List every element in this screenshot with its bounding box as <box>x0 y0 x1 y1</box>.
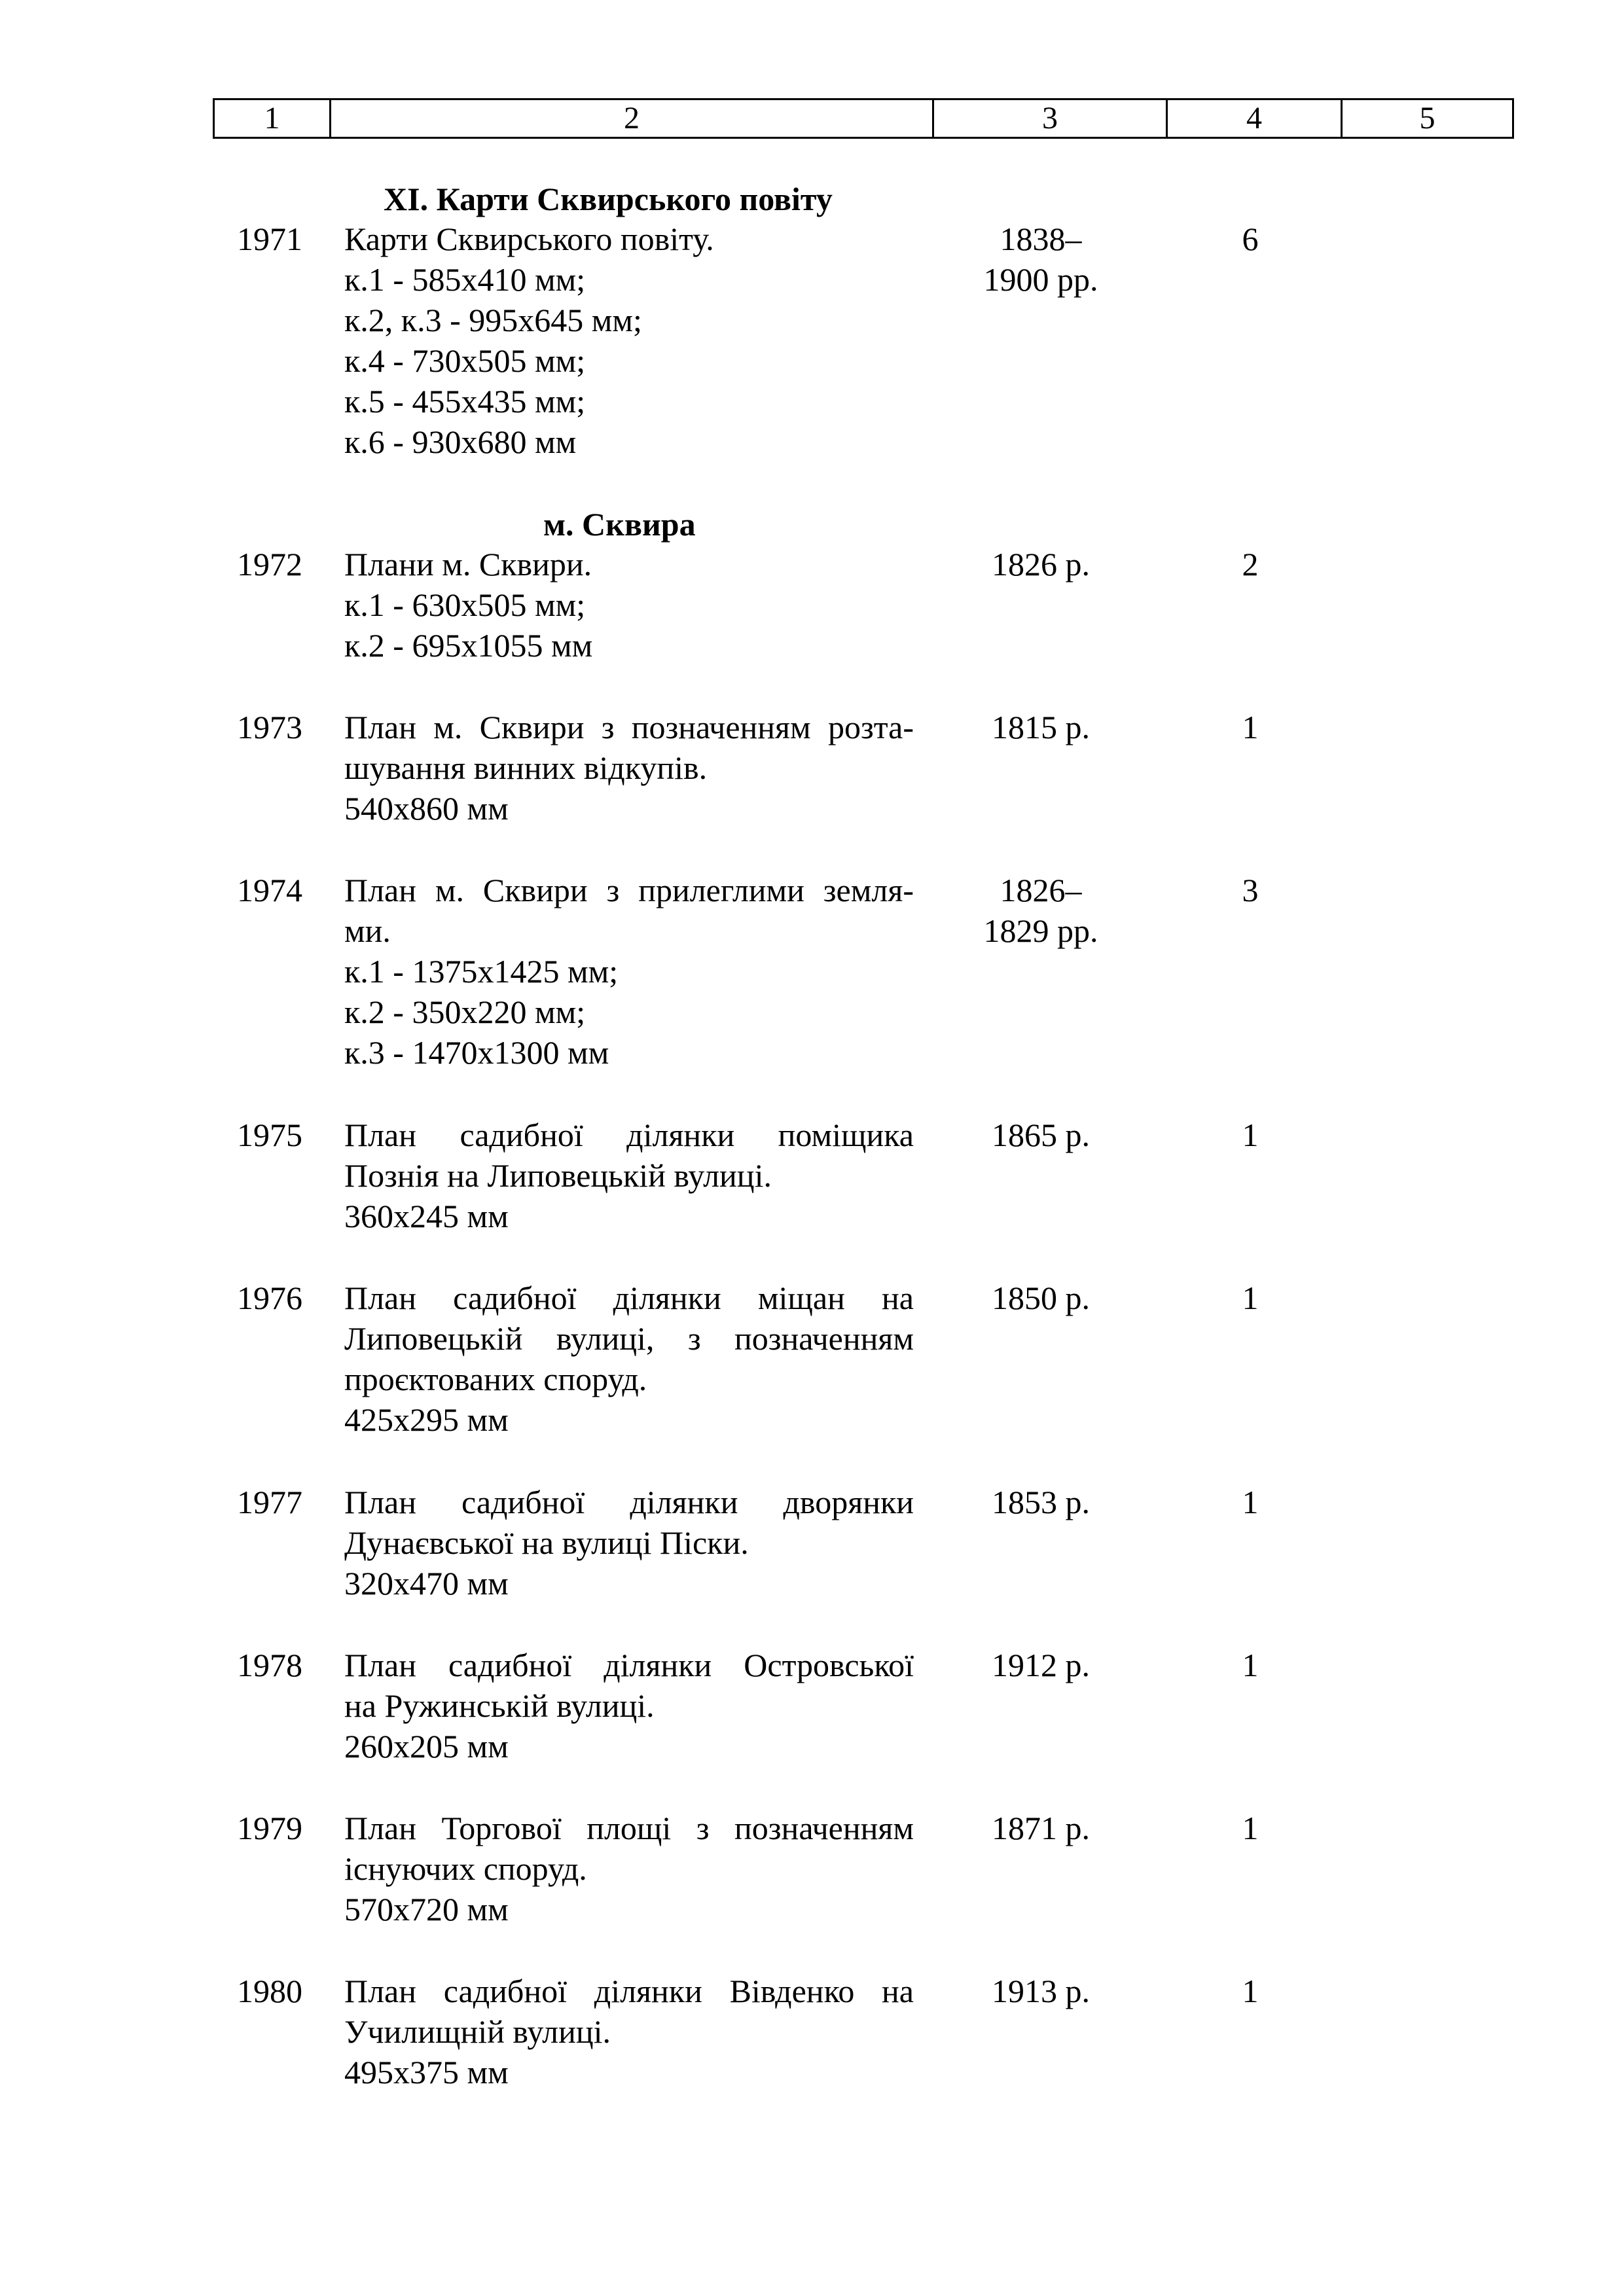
description-line: План садибної ділянки дворянки <box>344 1484 914 1520</box>
entry-description <box>344 1278 914 1440</box>
entry-quantity: 1 <box>1242 709 1259 745</box>
column-number-header <box>213 98 1514 139</box>
entry-description <box>344 544 914 666</box>
description-line: ми. <box>344 912 391 949</box>
entry-quantity: 6 <box>1242 221 1259 257</box>
description-line: к.5 - 455х435 мм; <box>344 383 586 420</box>
description-line: к.4 - 730х505 мм; <box>344 342 586 379</box>
entry-number: 1980 <box>237 1973 302 2009</box>
entry-number: 1976 <box>237 1280 302 1316</box>
description-line: Дунаєвської на вулиці Піски. <box>344 1524 749 1561</box>
description-line: 540х860 мм <box>344 790 509 827</box>
entry-date <box>943 1645 1139 1685</box>
entry-quantity: 1 <box>1242 1647 1259 1683</box>
entry-description <box>344 1482 914 1604</box>
entry-quantity: 1 <box>1242 1484 1259 1520</box>
entry-number: 1972 <box>237 546 302 583</box>
entry-number: 1978 <box>237 1647 302 1683</box>
column-number: 4 <box>1167 99 1342 138</box>
entry-date <box>943 870 1139 951</box>
entry-date <box>943 1808 1139 1848</box>
entry-quantity: 3 <box>1242 872 1259 908</box>
entry-description <box>344 1115 914 1236</box>
entry-description <box>344 1808 914 1929</box>
description-line: к.6 - 930х680 мм <box>344 423 577 460</box>
entry-quantity: 2 <box>1242 546 1259 583</box>
description-line: План садибної ділянки поміщика <box>344 1117 914 1153</box>
entry-description <box>344 219 914 462</box>
description-line: 570х720 мм <box>344 1891 509 1928</box>
description-line: Карти Сквирського повіту. <box>344 221 714 257</box>
entry-number: 1979 <box>237 1810 302 1846</box>
entry-number: 1971 <box>237 221 302 257</box>
entry-date <box>943 1482 1139 1522</box>
entry-quantity: 1 <box>1242 1280 1259 1316</box>
description-line: к.1 - 585х410 мм; <box>344 261 586 298</box>
entry-number: 1975 <box>237 1117 302 1153</box>
date-line: 1815 р. <box>992 709 1090 745</box>
description-line: 320х470 мм <box>344 1565 509 1602</box>
section-heading: м. Сквира <box>543 506 696 543</box>
date-line: 1900 рр. <box>983 261 1098 298</box>
date-line: 1829 рр. <box>983 912 1098 949</box>
description-line: к.3 - 1470х1300 мм <box>344 1034 609 1071</box>
date-line: 1871 р. <box>992 1810 1090 1846</box>
description-line: шування винних відкупів. <box>344 749 708 786</box>
entry-description <box>344 707 914 829</box>
description-line: План м. Сквири з прилеглими земля- <box>344 872 914 908</box>
entry-quantity: 1 <box>1242 1117 1259 1153</box>
entry-date <box>943 544 1139 584</box>
description-line: 425х295 мм <box>344 1401 509 1438</box>
section-heading: XI. Карти Сквирського повіту <box>384 181 833 217</box>
description-line: План Торгової площі з позначенням <box>344 1810 914 1846</box>
column-number: 3 <box>933 99 1167 138</box>
entry-date <box>943 1971 1139 2011</box>
entry-date <box>943 1115 1139 1155</box>
description-line: Плани м. Сквири. <box>344 546 592 583</box>
description-line: План садибної ділянки Островської <box>344 1647 914 1683</box>
date-line: 1853 р. <box>992 1484 1090 1520</box>
column-number: 5 <box>1342 99 1513 138</box>
description-line: к.1 - 1375х1425 мм; <box>344 953 619 990</box>
description-line: План садибної ділянки Вівденко на <box>344 1973 914 2009</box>
entry-date <box>943 219 1139 300</box>
description-line: існуючих споруд. <box>344 1850 587 1887</box>
description-line: 260х205 мм <box>344 1728 509 1765</box>
description-line: Познія на Липовецькій вулиці. <box>344 1157 772 1194</box>
description-line: План садибної ділянки міщан на <box>344 1280 914 1316</box>
date-line: 1865 р. <box>992 1117 1090 1153</box>
description-line: 360х245 мм <box>344 1198 509 1234</box>
description-line: 495х375 мм <box>344 2054 509 2090</box>
entry-description <box>344 870 914 1073</box>
column-number: 1 <box>214 99 331 138</box>
column-number: 2 <box>331 99 933 138</box>
description-line: к.2 - 350х220 мм; <box>344 994 586 1030</box>
entry-date <box>943 1278 1139 1318</box>
entry-number: 1974 <box>237 872 302 908</box>
date-line: 1850 р. <box>992 1280 1090 1316</box>
entry-number: 1977 <box>237 1484 302 1520</box>
description-line: на Ружинській вулиці. <box>344 1687 655 1724</box>
date-line: 1826– <box>1000 872 1082 908</box>
date-line: 1913 р. <box>992 1973 1090 2009</box>
date-line: 1912 р. <box>992 1647 1090 1683</box>
entry-description <box>344 1971 914 2092</box>
date-line: 1838– <box>1000 221 1082 257</box>
description-line: План м. Сквири з позначенням розта- <box>344 709 914 745</box>
description-line: Липовецькій вулиці, з позначенням <box>344 1320 914 1357</box>
entry-number: 1973 <box>237 709 302 745</box>
description-line: проєктованих споруд. <box>344 1361 647 1397</box>
description-line: к.2, к.3 - 995х645 мм; <box>344 302 642 338</box>
entry-quantity: 1 <box>1242 1810 1259 1846</box>
entry-quantity: 1 <box>1242 1973 1259 2009</box>
description-line: к.2 - 695х1055 мм <box>344 627 593 664</box>
entry-date <box>943 707 1139 747</box>
entry-description <box>344 1645 914 1767</box>
description-line: к.1 - 630х505 мм; <box>344 586 586 623</box>
description-line: Училищній вулиці. <box>344 2013 611 2050</box>
date-line: 1826 р. <box>992 546 1090 583</box>
